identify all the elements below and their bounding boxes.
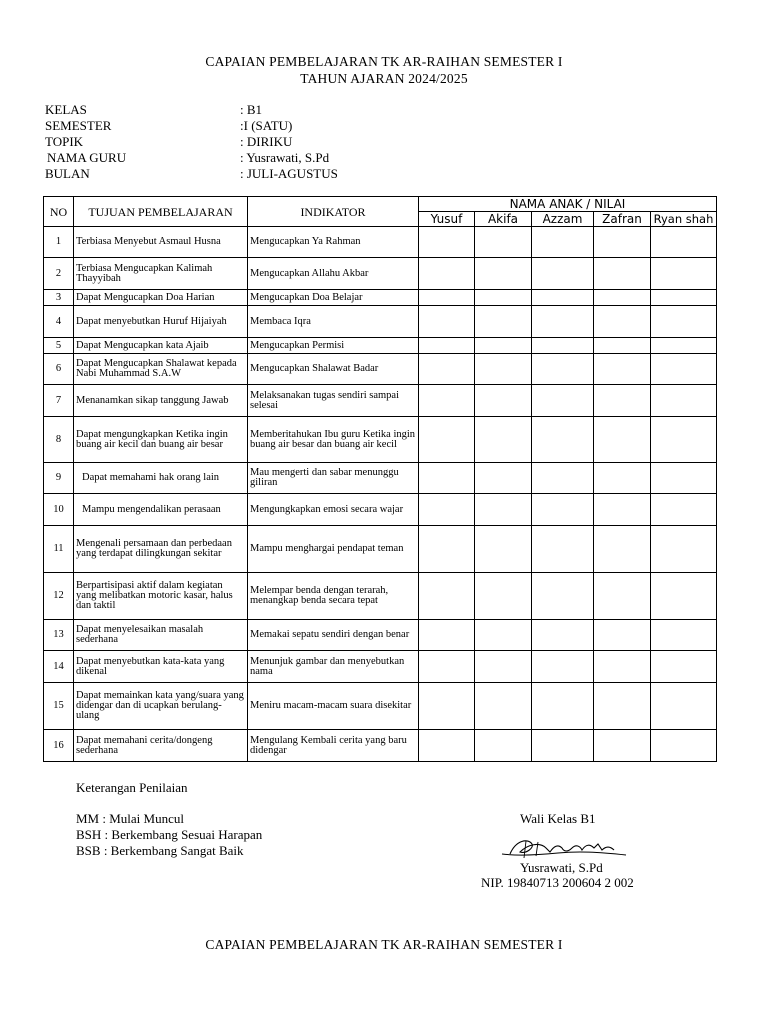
row-no: 4 xyxy=(44,306,74,338)
row-no: 1 xyxy=(44,227,74,258)
score-cell[interactable] xyxy=(419,651,475,683)
signer-nip: NIP. 19840713 200604 2 002 xyxy=(481,875,634,890)
row-no: 9 xyxy=(44,463,74,494)
row-indikator: Mau mengerti dan sabar menunggu giliran xyxy=(248,463,419,494)
score-cell[interactable] xyxy=(594,385,651,417)
score-cell[interactable] xyxy=(475,338,532,354)
score-cell[interactable] xyxy=(419,730,475,762)
header-indikator: INDIKATOR xyxy=(248,197,419,227)
row-no: 16 xyxy=(44,730,74,762)
score-cell[interactable] xyxy=(475,258,532,290)
score-cell[interactable] xyxy=(475,651,532,683)
row-indikator: Melempar benda dengan terarah, menangkap benda secara tepat xyxy=(248,573,419,620)
score-cell[interactable] xyxy=(475,730,532,762)
score-cell[interactable] xyxy=(651,290,717,306)
score-cell[interactable] xyxy=(532,417,594,463)
table-row xyxy=(44,526,717,573)
row-no: 11 xyxy=(44,526,74,573)
row-indikator: Memberitahukan Ibu guru Ketika ingin buang air besar dan buang air kecil xyxy=(248,417,419,463)
score-cell[interactable] xyxy=(651,651,717,683)
row-tujuan: Dapat menyelesaikan masalah sederhana xyxy=(74,620,248,651)
score-cell[interactable] xyxy=(651,227,717,258)
legend-bsb: BSB : Berkembang Sangat Baik xyxy=(76,843,244,858)
table-row xyxy=(44,651,717,683)
score-cell[interactable] xyxy=(475,573,532,620)
row-tujuan: Dapat Mengucapkan kata Ajaib xyxy=(74,338,248,354)
score-cell[interactable] xyxy=(651,306,717,338)
score-cell[interactable] xyxy=(475,227,532,258)
score-cell[interactable] xyxy=(475,526,532,573)
student-ryan-shah: Ryan shah xyxy=(651,212,717,227)
assessment-table xyxy=(43,196,717,762)
score-cell[interactable] xyxy=(594,620,651,651)
row-indikator: Mengucapkan Doa Belajar xyxy=(248,290,419,306)
score-cell[interactable] xyxy=(419,526,475,573)
score-cell[interactable] xyxy=(651,338,717,354)
score-cell[interactable] xyxy=(532,651,594,683)
score-cell[interactable] xyxy=(651,683,717,730)
legend-bsh: BSH : Berkembang Sesuai Harapan xyxy=(76,827,263,842)
score-cell[interactable] xyxy=(475,290,532,306)
score-cell[interactable] xyxy=(419,306,475,338)
row-tujuan: Dapat menyebutkan kata-kata yang dikenal xyxy=(74,651,248,683)
meta-label-topik: TOPIK xyxy=(45,134,84,149)
row-tujuan: Menanamkan sikap tanggung Jawab xyxy=(74,385,248,417)
score-cell[interactable] xyxy=(532,683,594,730)
wali-kelas-label: Wali Kelas B1 xyxy=(520,811,596,826)
meta-value-kelas: : B1 xyxy=(240,102,263,117)
table-row xyxy=(44,354,717,385)
row-tujuan: Mengenali persamaan dan perbedaan yang terdapat dilingkungan sekitar xyxy=(74,526,248,573)
meta-label-nama-guru: NAMA GURU xyxy=(47,150,127,165)
score-cell[interactable] xyxy=(419,290,475,306)
score-cell[interactable] xyxy=(475,417,532,463)
row-indikator: Mengucapkan Allahu Akbar xyxy=(248,258,419,290)
score-cell[interactable] xyxy=(419,354,475,385)
score-cell[interactable] xyxy=(594,651,651,683)
table-row xyxy=(44,417,717,463)
row-tujuan: Dapat memainkan kata yang/suara yang didengar dan di ucapkan berulang-ulang xyxy=(74,683,248,730)
score-cell[interactable] xyxy=(532,227,594,258)
score-cell[interactable] xyxy=(532,463,594,494)
table-row xyxy=(44,494,717,526)
score-cell[interactable] xyxy=(594,683,651,730)
score-cell[interactable] xyxy=(419,385,475,417)
score-cell[interactable] xyxy=(532,573,594,620)
row-no: 14 xyxy=(44,651,74,683)
header-nama-anak: NAMA ANAK / NILAI xyxy=(419,197,717,212)
score-cell[interactable] xyxy=(594,526,651,573)
score-cell[interactable] xyxy=(419,494,475,526)
row-indikator: Melaksanakan tugas sendiri sampai selesai xyxy=(248,385,419,417)
score-cell[interactable] xyxy=(594,463,651,494)
table-row xyxy=(44,573,717,620)
meta-label-kelas: KELAS xyxy=(45,102,87,117)
row-indikator: Menunjuk gambar dan menyebutkan nama xyxy=(248,651,419,683)
row-no: 5 xyxy=(44,338,74,354)
score-cell[interactable] xyxy=(475,683,532,730)
student-zafran: Zafran xyxy=(594,212,651,227)
table-row xyxy=(44,306,717,338)
score-cell[interactable] xyxy=(594,306,651,338)
page-subtitle: TAHUN AJARAN 2024/2025 xyxy=(300,71,468,86)
score-cell[interactable] xyxy=(532,620,594,651)
score-cell[interactable] xyxy=(419,683,475,730)
row-no: 3 xyxy=(44,290,74,306)
score-cell[interactable] xyxy=(651,385,717,417)
table-row xyxy=(44,338,717,354)
score-cell[interactable] xyxy=(532,354,594,385)
table-row xyxy=(44,463,717,494)
score-cell[interactable] xyxy=(475,494,532,526)
score-cell[interactable] xyxy=(594,573,651,620)
row-indikator: Mengucapkan Shalawat Badar xyxy=(248,354,419,385)
score-cell[interactable] xyxy=(419,573,475,620)
row-tujuan: Dapat Mengucapkan Doa Harian xyxy=(74,290,248,306)
score-cell[interactable] xyxy=(475,463,532,494)
score-cell[interactable] xyxy=(419,258,475,290)
row-indikator: Meniru macam-macam suara disekitar xyxy=(248,683,419,730)
meta-value-topik: : DIRIKU xyxy=(240,134,293,149)
table-row xyxy=(44,730,717,762)
score-cell[interactable] xyxy=(532,306,594,338)
score-cell[interactable] xyxy=(651,730,717,762)
row-indikator: Mengulang Kembali cerita yang baru didengar xyxy=(248,730,419,762)
row-no: 8 xyxy=(44,417,74,463)
table-row xyxy=(44,620,717,651)
score-cell[interactable] xyxy=(651,463,717,494)
score-cell[interactable] xyxy=(532,258,594,290)
row-no: 10 xyxy=(44,494,74,526)
score-cell[interactable] xyxy=(532,290,594,306)
score-cell[interactable] xyxy=(532,385,594,417)
keterangan-title: Keterangan Penilaian xyxy=(76,780,188,795)
row-tujuan: Mampu mengendalikan perasaan xyxy=(74,494,248,526)
row-indikator: Mengungkapkan emosi secara wajar xyxy=(248,494,419,526)
score-cell[interactable] xyxy=(475,620,532,651)
score-cell[interactable] xyxy=(594,290,651,306)
score-cell[interactable] xyxy=(651,258,717,290)
score-cell[interactable] xyxy=(475,306,532,338)
meta-value-semester: :I (SATU) xyxy=(240,118,293,133)
row-indikator: Mengucapkan Permisi xyxy=(248,338,419,354)
score-cell[interactable] xyxy=(594,338,651,354)
row-tujuan: Dapat menyebutkan Huruf Hijaiyah xyxy=(74,306,248,338)
score-cell[interactable] xyxy=(532,526,594,573)
row-indikator: Memakai sepatu sendiri dengan benar xyxy=(248,620,419,651)
legend-mm: MM : Mulai Muncul xyxy=(76,811,184,826)
table-row xyxy=(44,385,717,417)
student-azzam: Azzam xyxy=(532,212,594,227)
score-cell[interactable] xyxy=(475,354,532,385)
student-yusuf: Yusuf xyxy=(419,212,475,227)
row-tujuan: Dapat memahani cerita/dongeng sederhana xyxy=(74,730,248,762)
score-cell[interactable] xyxy=(532,730,594,762)
meta-label-bulan: BULAN xyxy=(45,166,90,181)
row-indikator: Mampu menghargai pendapat teman xyxy=(248,526,419,573)
score-cell[interactable] xyxy=(594,258,651,290)
score-cell[interactable] xyxy=(419,463,475,494)
row-no: 12 xyxy=(44,573,74,620)
meta-value-nama-guru: : Yusrawati, S.Pd xyxy=(240,150,330,165)
row-tujuan: Terbiasa Mengucapkan Kalimah Thayyibah xyxy=(74,258,248,290)
meta-label-semester: SEMESTER xyxy=(45,118,112,133)
signer-name: Yusrawati, S.Pd xyxy=(520,860,603,875)
score-cell[interactable] xyxy=(651,494,717,526)
table-row xyxy=(44,290,717,306)
student-akifa: Akifa xyxy=(475,212,532,227)
score-cell[interactable] xyxy=(594,227,651,258)
meta-value-bulan: : JULI-AGUSTUS xyxy=(240,166,338,181)
row-tujuan: Terbiasa Menyebut Asmaul Husna xyxy=(74,227,248,258)
score-cell[interactable] xyxy=(532,494,594,526)
score-cell[interactable] xyxy=(419,227,475,258)
row-tujuan: Dapat mengungkapkan Ketika ingin buang air kecil dan buang air besar xyxy=(74,417,248,463)
header-no: NO xyxy=(44,197,74,227)
row-indikator: Membaca Iqra xyxy=(248,306,419,338)
score-cell[interactable] xyxy=(651,620,717,651)
score-cell[interactable] xyxy=(419,620,475,651)
row-no: 6 xyxy=(44,354,74,385)
table-row xyxy=(44,227,717,258)
row-tujuan: Dapat memahami hak orang lain xyxy=(74,463,248,494)
score-cell[interactable] xyxy=(651,526,717,573)
score-cell[interactable] xyxy=(419,417,475,463)
score-cell[interactable] xyxy=(594,730,651,762)
row-tujuan: Dapat Mengucapkan Shalawat kepada Nabi Muhammad S.A.W xyxy=(74,354,248,385)
row-no: 13 xyxy=(44,620,74,651)
table-row xyxy=(44,258,717,290)
score-cell[interactable] xyxy=(594,494,651,526)
score-cell[interactable] xyxy=(532,338,594,354)
table-row xyxy=(44,683,717,730)
next-page-title: CAPAIAN PEMBELAJARAN TK AR-RAIHAN SEMESTER I xyxy=(205,937,563,952)
score-cell[interactable] xyxy=(594,417,651,463)
page-title: CAPAIAN PEMBELAJARAN TK AR-RAIHAN SEMESTER I xyxy=(205,54,563,69)
score-cell[interactable] xyxy=(651,573,717,620)
header-tujuan: TUJUAN PEMBELAJARAN xyxy=(74,197,248,227)
score-cell[interactable] xyxy=(475,385,532,417)
row-no: 2 xyxy=(44,258,74,290)
score-cell[interactable] xyxy=(594,354,651,385)
row-no: 7 xyxy=(44,385,74,417)
row-tujuan: Berpartisipasi aktif dalam kegiatan yang melibatkan motoric kasar, halus dan taktil xyxy=(74,573,248,620)
score-cell[interactable] xyxy=(651,354,717,385)
row-indikator: Mengucapkan Ya Rahman xyxy=(248,227,419,258)
row-no: 15 xyxy=(44,683,74,730)
score-cell[interactable] xyxy=(651,417,717,463)
score-cell[interactable] xyxy=(419,338,475,354)
